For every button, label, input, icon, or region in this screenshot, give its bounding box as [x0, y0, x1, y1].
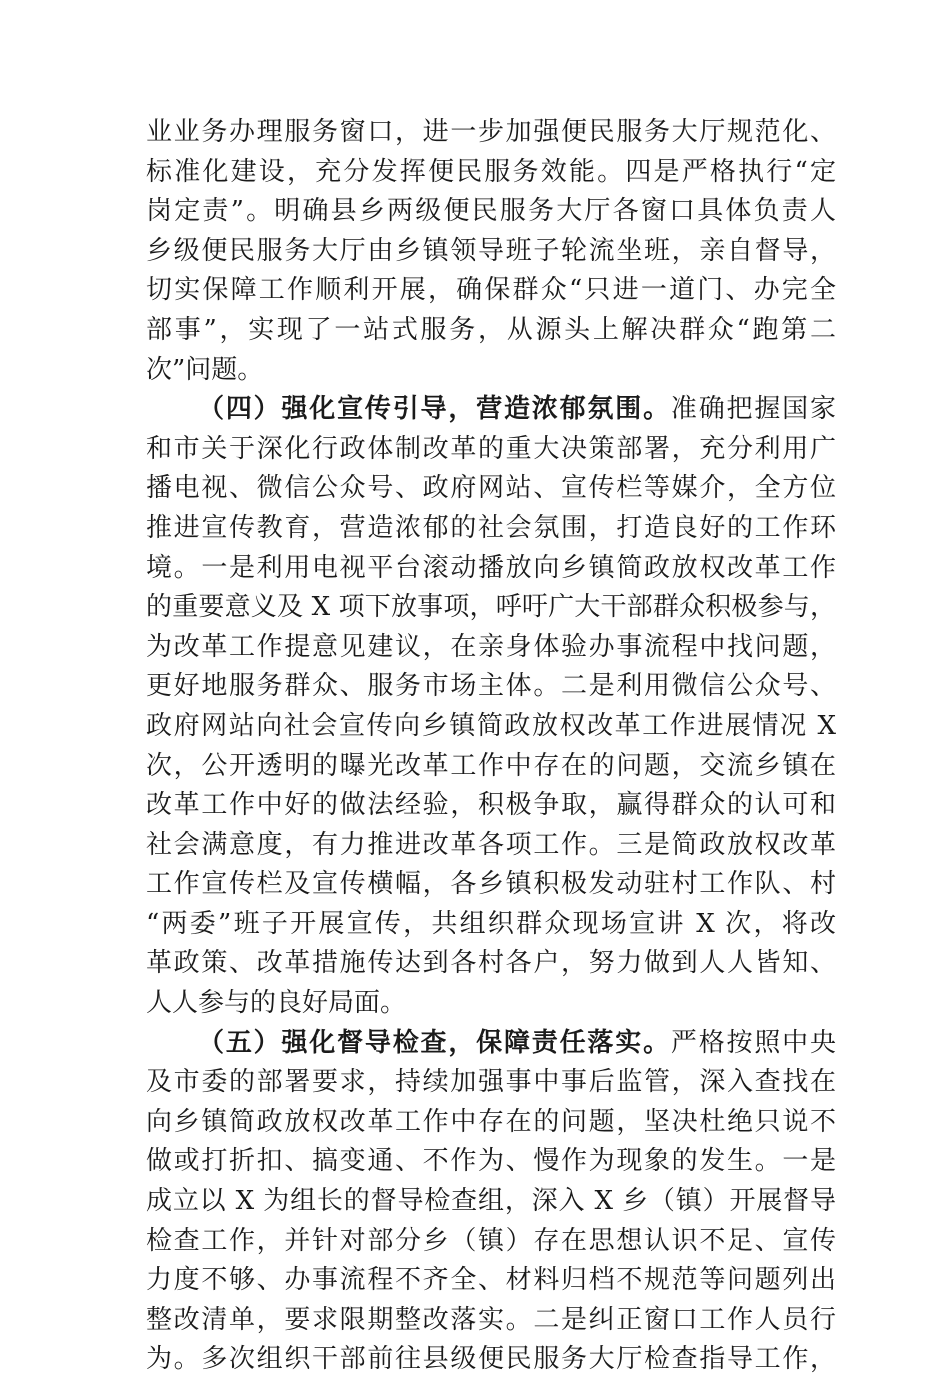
body-text-line: [146, 984, 836, 1024]
text-segment: 社会满意度，有力推进改革各项工作。三是简政放权改革: [146, 829, 836, 860]
body-text-line: [146, 232, 836, 272]
body-text-line: [146, 192, 836, 232]
body-text-line: [146, 351, 836, 391]
body-text-line: [146, 667, 836, 707]
text-segment: 整改清单，要求限期整改落实。二是纠正窗口工作人员行: [146, 1304, 836, 1335]
body-text-line: [146, 153, 836, 193]
body-text-line: [146, 271, 836, 311]
text-segment: 和市关于深化行政体制改革的重大决策部署，充分利用广: [146, 433, 836, 464]
text-segment: 力度不够、办事流程不齐全、材料归档不规范等问题列出: [146, 1265, 836, 1296]
text-segment: 部事”，实现了一站式服务，从源头上解决群众“跑第二: [146, 314, 836, 345]
body-text-line: [146, 469, 836, 509]
body-text-line: [146, 786, 836, 826]
text-segment: 成立以 X 为组长的督导检查组，深入 X 乡（镇）开展督导: [146, 1186, 836, 1217]
body-text-line: [146, 1261, 836, 1301]
text-segment: 检查工作，并针对部分乡（镇）存在思想认识不足、宣传: [146, 1225, 836, 1256]
paragraph-heading-line: [146, 1024, 836, 1064]
text-segment: 播电视、微信公众号、政府网站、宣传栏等媒介，全方位: [146, 473, 836, 504]
body-text-line: [146, 1103, 836, 1143]
text-segment: 及市委的部署要求，持续加强事中事后监管，深入查找在: [146, 1067, 836, 1098]
text-segment: 做或打折扣、搞变通、不作为、慢作为现象的发生。一是: [146, 1146, 836, 1177]
text-segment: 切实保障工作顺利开展，确保群众“只进一道门、办完全: [146, 275, 836, 306]
body-text-line: [146, 588, 836, 628]
text-segment: 岗定责”。明确县乡两级便民服务大厅各窗口具体负责人: [146, 196, 836, 227]
body-text-line: [146, 509, 836, 549]
text-segment: 向乡镇简政放权改革工作中存在的问题，坚决杜绝只说不: [146, 1106, 836, 1137]
body-text-line: [146, 865, 836, 905]
body-text-line: [146, 628, 836, 668]
text-segment: 改革工作中好的做法经验，积极争取，赢得群众的认可和: [146, 790, 836, 821]
text-segment: 为。多次组织干部前往县级便民服务大厅检查指导工作，: [146, 1344, 836, 1375]
text-segment: 更好地服务群众、服务市场主体。二是利用微信公众号、: [146, 671, 836, 702]
body-text-line: [146, 430, 836, 470]
body-text-line: [146, 707, 836, 747]
body-text-line: [146, 944, 836, 984]
text-segment: 严格按照中央: [670, 1027, 836, 1058]
text-segment: 境。一是利用电视平台滚动播放向乡镇简政放权改革工作: [146, 552, 836, 583]
text-segment: 乡级便民服务大厅由乡镇领导班子轮流坐班，亲自督导，: [146, 235, 836, 266]
text-segment: 为改革工作提意见建议，在亲身体验办事流程中找问题，: [146, 631, 836, 662]
text-segment: 政府网站向社会宣传向乡镇简政放权改革工作进展情况 X: [146, 710, 836, 741]
text-segment: 业业务办理服务窗口，进一步加强便民服务大厅规范化、: [146, 117, 836, 147]
body-text-line: [146, 1063, 836, 1103]
body-text-line: [146, 549, 836, 589]
document-body: [146, 113, 836, 1380]
body-text-line: [146, 1340, 836, 1380]
text-segment: 标准化建设，充分发挥便民服务效能。四是严格执行“定: [146, 156, 836, 187]
paragraph-heading-line: [146, 390, 836, 430]
text-segment: 革政策、改革措施传达到各村各户，努力做到人人皆知、: [146, 948, 836, 979]
body-text-line: [146, 747, 836, 787]
body-text-line: [146, 905, 836, 945]
section-heading: （五）强化督导检查，保障责任落实。: [198, 1027, 671, 1058]
body-text-line: [146, 1222, 836, 1262]
body-text-line: [146, 1301, 836, 1341]
text-segment: 的重要意义及 X 项下放事项，呼吁广大干部群众积极参与，: [146, 592, 836, 623]
text-segment: 工作宣传栏及宣传横幅，各乡镇积极发动驻村工作队、村: [146, 869, 836, 900]
body-text-line: [146, 113, 836, 153]
text-segment: 推进宣传教育，营造浓郁的社会氛围，打造良好的工作环: [146, 512, 836, 543]
section-heading: （四）强化宣传引导，营造浓郁氛围。: [198, 394, 671, 425]
body-text-line: [146, 826, 836, 866]
body-text-line: [146, 1142, 836, 1182]
body-text-line: [146, 311, 836, 351]
body-text-line: [146, 1182, 836, 1222]
text-segment: “两委”班子开展宣传，共组织群众现场宣讲 X 次，将改: [146, 908, 836, 939]
text-segment: 次，公开透明的曝光改革工作中存在的问题，交流乡镇在: [146, 750, 836, 781]
text-segment: 准确把握国家: [670, 394, 836, 425]
text-segment: 次”问题。: [146, 354, 264, 385]
text-segment: 人人参与的良好局面。: [146, 988, 407, 1019]
